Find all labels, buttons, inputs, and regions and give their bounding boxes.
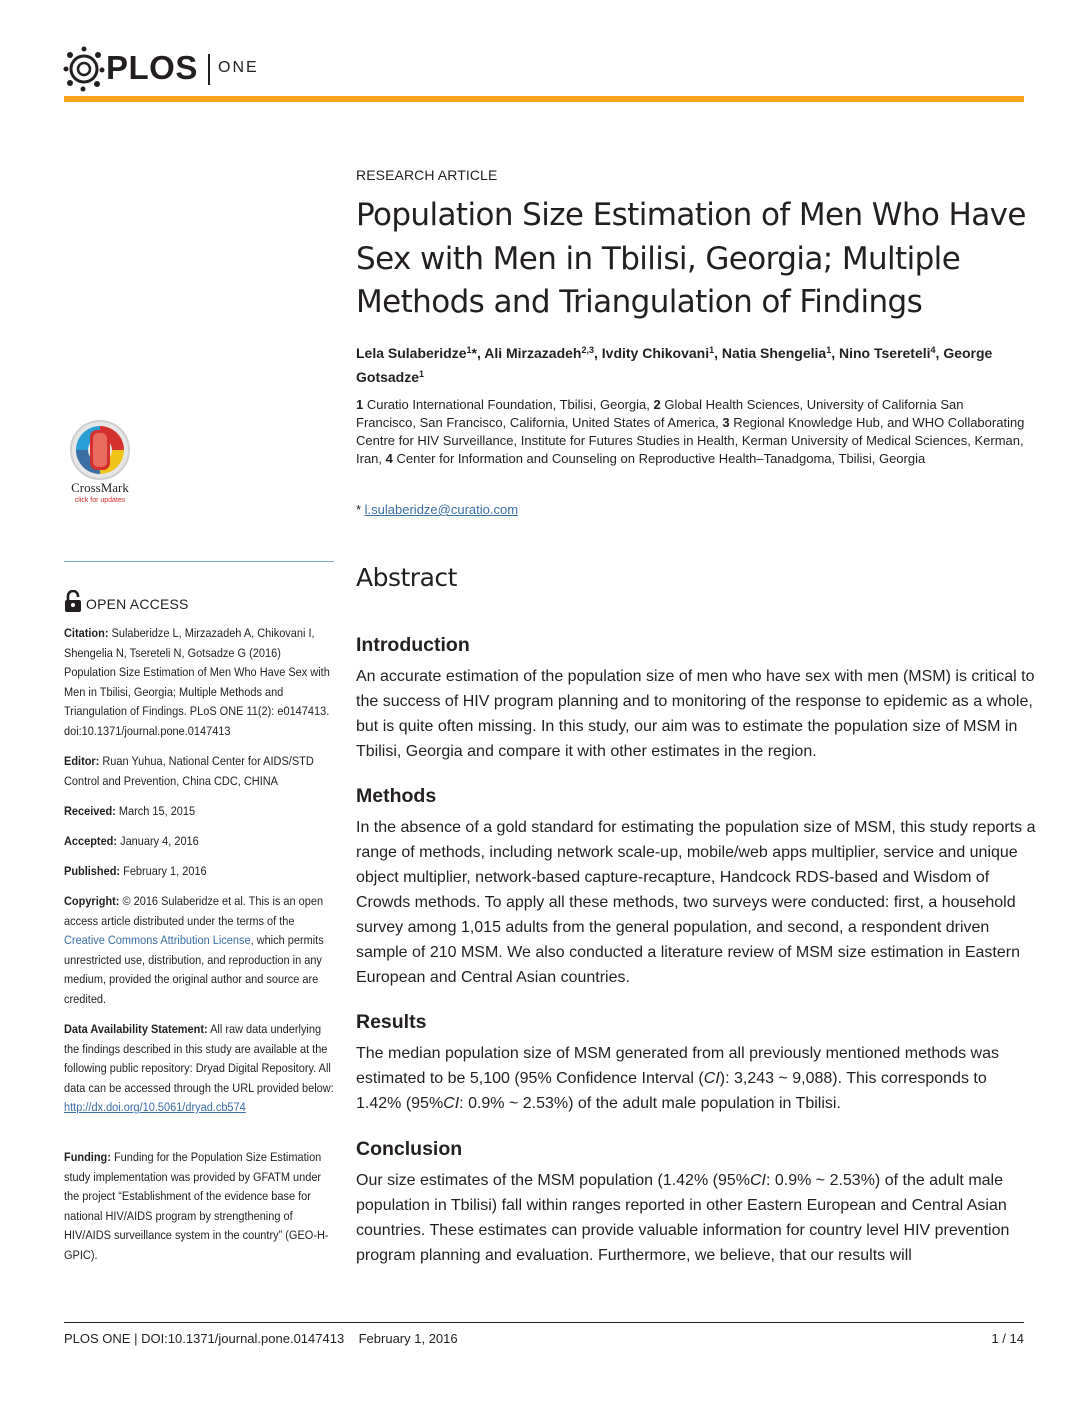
journal-brand: PLOS bbox=[106, 49, 198, 86]
author: Ali Mirzazadeh$^{2,3}$, bbox=[484, 345, 602, 361]
corresponding-email: * l.sulaberidze@curatio.com bbox=[356, 502, 519, 517]
editor-label: Editor: bbox=[64, 754, 100, 768]
citation-block bbox=[64, 624, 334, 741]
intro-heading: Introduction bbox=[356, 634, 470, 656]
open-lock-icon bbox=[64, 590, 82, 612]
author: Lela Sulaberidze$^1$*, bbox=[356, 345, 485, 361]
dryad-link[interactable]: http://dx.doi.org/10.5061/dryad.cb574 bbox=[64, 1100, 246, 1114]
author: Ivdity Chikovani$^1$, bbox=[601, 345, 722, 361]
citation-text: Sulaberidze L, Mirzazadeh A, Chikovani I, Shengelia N, Tsereteli N, Gotsadze G (2016) Population Size Estimation of Men Who Have Sex with Men in Tbilisi, Georgia; Multiple Methods and Triangulation of Findings. PLoS ONE 11(2): e0147413. doi:10.1371/journal.pone.0147413 bbox=[64, 626, 330, 738]
accepted-text: January 4, 2016 bbox=[120, 834, 199, 848]
copyright-block bbox=[64, 892, 334, 1009]
citation-label: Citation: bbox=[64, 626, 109, 640]
published-block bbox=[64, 862, 334, 882]
editor-text: Ruan Yuhua, National Center for AIDS/STD Control and Prevention, China CDC, CHINA bbox=[64, 754, 314, 788]
footer-citation: PLOS ONE | DOI:10.1371/journal.pone.0147413 February 1, 2016 bbox=[64, 1331, 458, 1346]
author-list bbox=[356, 340, 1026, 388]
editor-block bbox=[64, 752, 334, 791]
license-link[interactable]: Creative Commons Attribution License bbox=[64, 933, 251, 947]
results-heading: Results bbox=[356, 1011, 427, 1033]
data-availability-label: Data Availability Statement: bbox=[64, 1022, 208, 1036]
funding-text: Funding for the Population Size Estimation study implementation was provided by GFATM under the project “Establishment of the evidence base for national HIV/AIDS program by strengthening of HIV/AIDS surveillance system in the country” (GEO-H-GPIC). bbox=[64, 1150, 329, 1262]
open-access-label: OPEN ACCESS bbox=[86, 596, 189, 612]
results-text: The median population size of MSM generated from all previously mentioned methods was estimated to be 5,100 (95% Confidence Interval (CI): 3,243 ~ 9,088). This corresponds to 1.42% (95%CI: 0.9% ~ 2.53%) of the adult male population in Tbilisi. bbox=[356, 1045, 999, 1112]
journal-sub: ONE bbox=[218, 59, 259, 76]
methods-heading: Methods bbox=[356, 785, 437, 807]
page-number: 1 / 14 bbox=[991, 1331, 1024, 1346]
article-title: Population Size Estimation of Men Who Have Sex with Men in Tbilisi, Georgia; Multiple Methods and Triangulation of Findings bbox=[356, 197, 1026, 320]
plos-emblem-icon bbox=[62, 44, 106, 94]
received-label: Received: bbox=[64, 804, 116, 818]
logo-divider bbox=[208, 54, 210, 85]
author: Nino Tsereteli$^4$, bbox=[838, 345, 944, 361]
funding-block bbox=[64, 1148, 334, 1265]
article-type: RESEARCH ARTICLE bbox=[356, 167, 498, 183]
affiliations: 1 Curatio International Foundation, Tbilisi, Georgia, 2 Global Health Sciences, University of California San Francisco, San Francisco, California, United States of America, 3 Regional Knowledge Hub, and WHO Collaborating Centre for HIV Surveillance, Institute for Futures Studies in Health, Kerman University of Medical Sciences, Kerman, Iran, 4 Center for Information and Counseling on Reproductive Health–Tanadgoma, Tbilisi, Georgia bbox=[356, 397, 1025, 466]
email-link[interactable]: l.sulaberidze@curatio.com bbox=[364, 502, 519, 517]
crossmark-sub: click for updates bbox=[74, 497, 126, 504]
published-text: February 1, 2016 bbox=[123, 864, 207, 878]
funding-label: Funding: bbox=[64, 1150, 111, 1164]
footer-rule bbox=[64, 1322, 1024, 1323]
data-availability-block bbox=[64, 1020, 334, 1118]
received-block bbox=[64, 802, 334, 822]
data-availability-text: All raw data underlying the findings described in this study are available at the following public repository: Dryad Digital Repository. All data can be accessed through the URL provided below: bbox=[64, 1022, 334, 1095]
methods-text: In the absence of a gold standard for estimating the population size of MSM, this study reports a range of methods, including network scale-up, mobile/web apps multiplier, service and unique object multiplier, network-based capture-recapture, Handcock RDS-based and Wisdom of Crowds methods. To apply all these methods, two surveys were conducted: first, a household survey among 1,015 adults from the general population, and second, a respondent driven sample of 210 MSM. We also conducted a literature review of MSM size estimation in Eastern European and Central Asian countries. bbox=[356, 819, 1036, 986]
copyright-text: © 2016 Sulaberidze et al. This is an open access article distributed under the terms of the bbox=[64, 894, 324, 928]
intro-text: An accurate estimation of the population size of men who have sex with men (MSM) is critical to the success of HIV program planning and to monitoring of the response to epidemic as a whole, but is quite often missing. In this study, our aim was to estimate the population size of MSM in Tbilisi, Georgia and compare it with other estimates in the region. bbox=[356, 668, 1035, 760]
received-text: March 15, 2015 bbox=[118, 804, 196, 818]
abstract-heading: Abstract bbox=[356, 563, 457, 592]
copyright-label: Copyright: bbox=[64, 894, 120, 908]
author: Natia Shengelia$^1$, bbox=[721, 345, 839, 361]
journal-logo bbox=[62, 44, 272, 94]
sidebar-rule bbox=[64, 561, 334, 562]
published-label: Published: bbox=[64, 864, 121, 878]
header-rule bbox=[64, 96, 1024, 102]
copyright-text-rest: , which permits unrestricted use, distribution, and reproduction in any medium, provided the original author and source are credited. bbox=[64, 933, 324, 1006]
conclusion-text: Our size estimates of the MSM population (1.42% (95%CI: 0.9% ~ 2.53%) of the adult male population in Tbilisi) fall within ranges reported in other Eastern European and Central Asian countries. These estimates can provide valuable information for country level HIV prevention program planning and evaluation. Furthermore, we believe, that our results will bbox=[356, 1172, 1010, 1264]
crossmark-badge[interactable] bbox=[62, 418, 138, 513]
crossmark-label: CrossMark bbox=[71, 480, 129, 495]
author: George Gotsadze$^1$ bbox=[356, 345, 993, 385]
crossmark-icon bbox=[62, 418, 138, 480]
conclusion-heading: Conclusion bbox=[356, 1138, 463, 1160]
accepted-block bbox=[64, 832, 334, 852]
accepted-label: Accepted: bbox=[64, 834, 118, 848]
